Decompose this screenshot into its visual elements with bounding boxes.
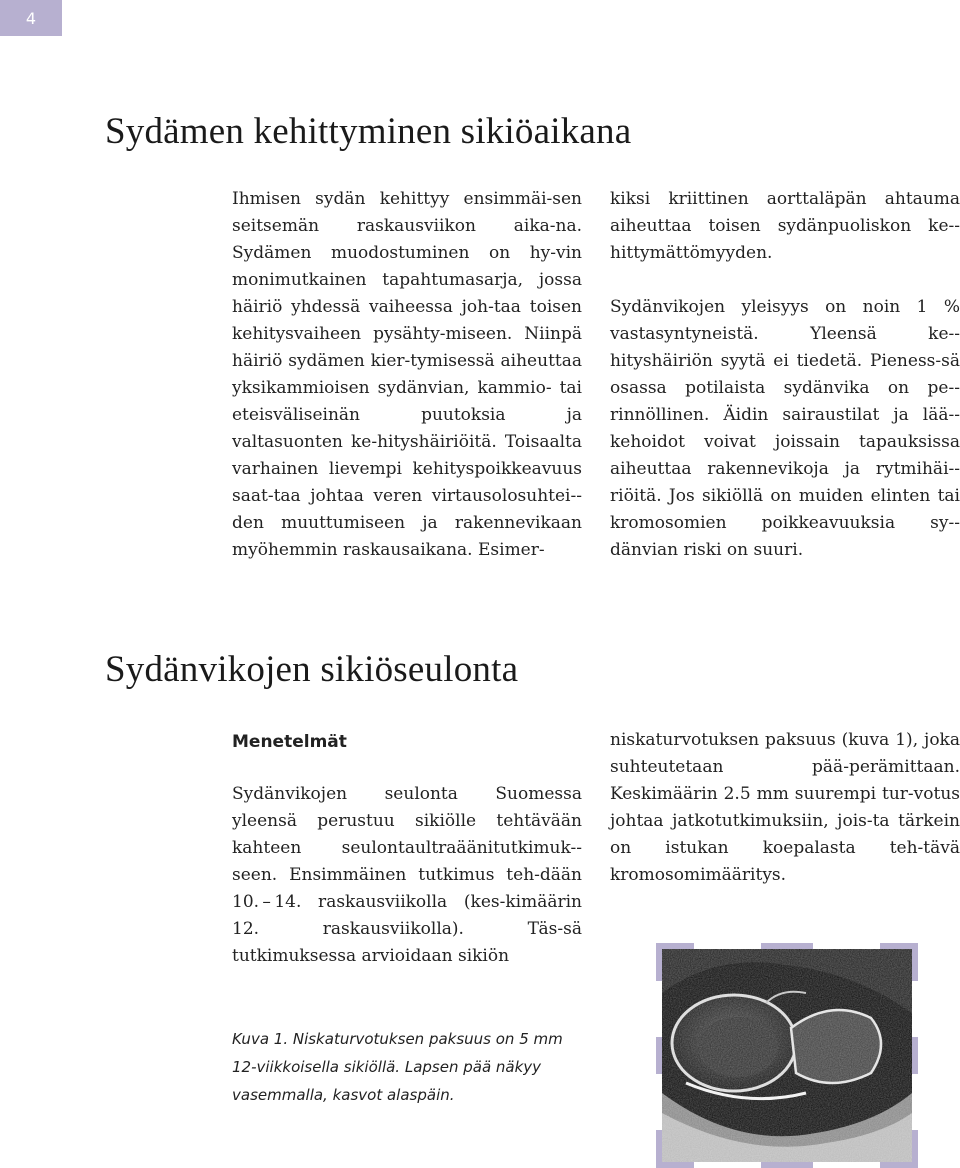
ultrasound-graphic xyxy=(656,943,918,1168)
section2-left-paragraph: Sydänvikojen seulonta Suomessa yleensä perustuu sikiölle tehtävään kahteen seulontaultraäänitutkimuk-seen. Ensimmäinen tutkimus teh-dään 10. – 14. raskausviikolla (kes-kimäärin 12. raskausviikolla). Täs-sä tutkimuksessa arvioidaan sikiön xyxy=(232,784,582,966)
ultrasound-image xyxy=(656,943,918,1168)
section-title-screening: Sydänvikojen sikiöseulonta xyxy=(105,649,519,690)
section1-right-paragraph-1: kiksi kriittinen aorttaläpän ahtauma aiheuttaa toisen sydänpuoliskon ke-hittymättömyyden. xyxy=(610,189,960,263)
section2-right-paragraph: niskaturvotuksen paksuus (kuva 1), joka suhteutetaan pää-perämittaan. Keskimäärin 2.5 mm suurempi tur-votus johtaa jatkotutkimuksiin, jois-ta tärkein on istukan koepalasta teh-tävä kromosomimääritys. xyxy=(610,730,960,885)
section2-left-column xyxy=(232,781,582,970)
section1-right-paragraph-2: Sydänvikojen yleisyys on noin 1 % vastasyntyneistä. Yleensä ke-hityshäiriön syytä ei tiedetä. Pieness-sä osassa potilaista sydänvika on pe-rinnöllinen. Äidin sairaustilat ja lää-kehoidot voivat joissain tapauksissa aiheuttaa rakennevikoja ja rytmihäi-riöitä. Jos sikiöllä on muiden elinten tai kromosomien poikkeavuuksia sy-dänvian riski on suuri. xyxy=(610,297,960,560)
figure-caption xyxy=(232,1025,592,1109)
section-title-heart-development: Sydämen kehittyminen sikiöaikana xyxy=(105,111,632,152)
section2-right-column xyxy=(610,727,960,889)
caption-line-1: Kuva 1. Niskaturvotuksen paksuus on 5 mm xyxy=(232,1030,563,1048)
subheading-methods: Menetelmät xyxy=(232,732,347,752)
caption-line-3: vasemmalla, kasvot alaspäin. xyxy=(232,1086,455,1104)
page-number: 4 xyxy=(0,0,62,36)
section1-right-column xyxy=(610,186,960,564)
caption-line-2: 12-viikkoisella sikiöllä. Lapsen pää näkyy xyxy=(232,1058,542,1076)
section1-left-column xyxy=(232,186,582,564)
section1-left-paragraph: Ihmisen sydän kehittyy ensimmäi-sen seitsemän raskausviikon aika-na. Sydämen muodostuminen on hy-vin monimutkainen tapahtumasarja, jossa häiriö yhdessä vaiheessa joh-taa toisen kehitysvaiheen pysähty-miseen. Niinpä häiriö sydämen kier-tymisessä aiheuttaa yksikammioisen sydänvian, kammio- tai eteisväliseinän puutoksia ja valtasuonten ke-hityshäiriöitä. Toisaalta varhainen lievempi kehityspoikkeavuus saat-taa johtaa veren virtausolosuhtei-den muuttumiseen ja rakennevikaan myöhemmin raskausaikana. Esimer- xyxy=(232,189,582,560)
